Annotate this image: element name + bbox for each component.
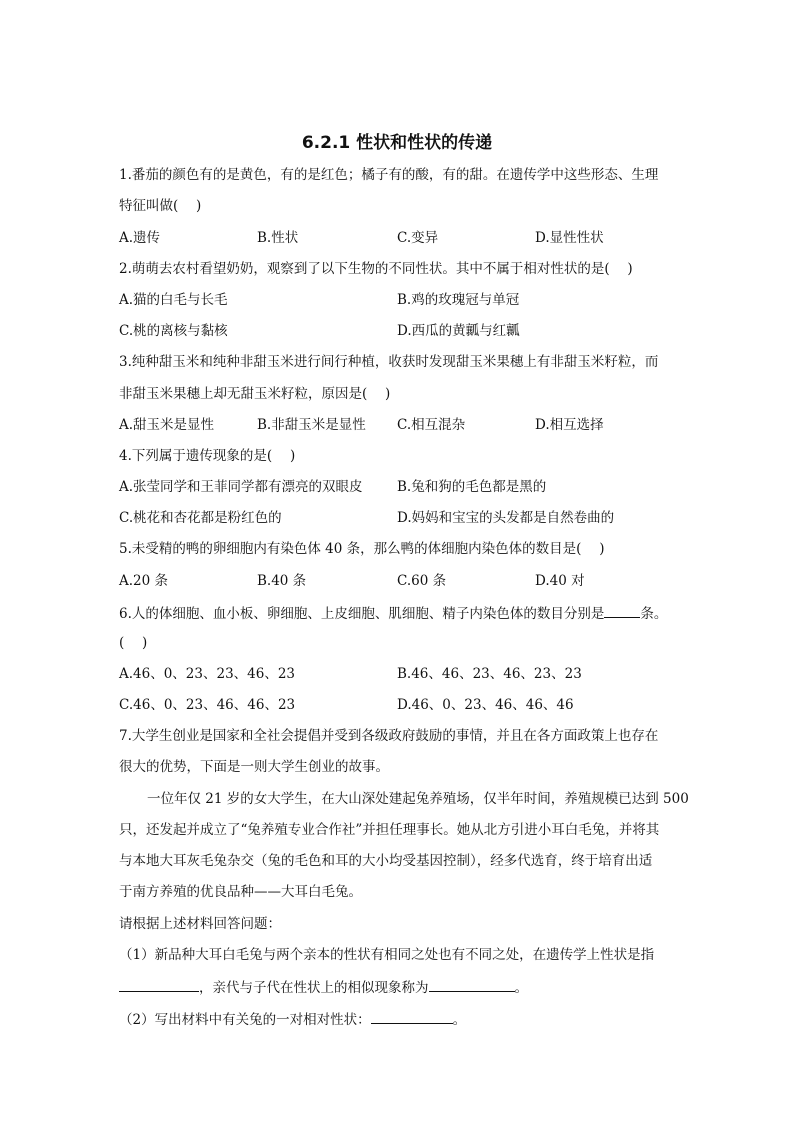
sub-question-1-text-end: 。 (514, 980, 528, 996)
question-6-line-2: ( ) (119, 635, 148, 651)
q4-option-a: A.张莹同学和王菲同学都有漂亮的双眼皮 (119, 479, 363, 495)
page-title: 6.2.1 性状和性状的传递 (301, 133, 493, 153)
question-1-line-1: 1.番茄的颜色有的是黄色，有的是红色；橘子有的酸，有的甜。在遗传学中这些形态、生理 (119, 167, 659, 183)
sub-question-1-line-1: （1）新品种大耳白毛兔与两个亲本的性状有相同之处也有不同之处，在遗传学上性状是指 (119, 947, 655, 963)
question-6-line-1 (119, 603, 667, 623)
q6-option-c: C.46、0、23、46、46、23 (119, 697, 296, 713)
q6-option-d: D.46、0、23、46、46、46 (397, 697, 574, 713)
answer-blank[interactable] (371, 1009, 453, 1024)
q4-option-b: B.兔和狗的毛色都是黑的 (397, 479, 547, 495)
answer-blank[interactable] (604, 603, 640, 618)
question-1-line-2: 特征叫做( ) (119, 198, 202, 214)
q6-option-b: B.46、46、23、46、23、23 (397, 666, 582, 682)
question-7-line-2: 很大的优势，下面是一则大学生创业的故事。 (119, 759, 389, 775)
q4-option-d: D.妈妈和宝宝的头发都是自然卷曲的 (397, 510, 615, 526)
question-3-line-2: 非甜玉米果穗上却无甜玉米籽粒，原因是( ) (119, 386, 391, 402)
passage-line-2: 只，还发起并成立了“兔养殖专业合作社”并担任理事长。她从北方引进小耳白毛兔，并将其 (119, 822, 660, 838)
q3-option-c: C.相互混杂 (397, 417, 466, 433)
question-2-line-1: 2.萌萌去农村看望奶奶，观察到了以下生物的不同性状。其中不属于相对性状的是( ) (119, 261, 633, 277)
question-5-line-1: 5.未受精的鸭的卵细胞内有染色体 40 条，那么鸭的体细胞内染色体的数目是( ) (119, 541, 605, 557)
q3-option-b: B.非甜玉米是显性 (257, 417, 366, 433)
q1-option-d: D.显性性状 (535, 230, 604, 246)
q5-option-c: C.60 条 (397, 573, 447, 589)
question-7-line-1: 7.大学生创业是国家和全社会提倡并受到各级政府鼓励的事情，并且在各方面政策上也存在 (119, 728, 659, 744)
answer-blank[interactable] (429, 977, 515, 992)
q2-option-b: B.鸡的玫瑰冠与单冠 (397, 292, 520, 308)
q4-option-c: C.桃花和杏花都是粉红色的 (119, 510, 282, 526)
sub-question-2 (119, 1009, 466, 1029)
answer-blank[interactable] (119, 977, 199, 992)
sub-question-1-text: ，亲代与子代在性状上的相似现象称为 (199, 980, 429, 996)
q2-option-d: D.西瓜的黄瓤与红瓤 (397, 323, 520, 339)
q3-option-a: A.甜玉米是显性 (119, 417, 215, 433)
q1-option-a: A.遗传 (119, 230, 161, 246)
question-4-line-1: 4.下列属于遗传现象的是( ) (119, 448, 296, 464)
q5-option-a: A.20 条 (119, 573, 169, 589)
q5-option-b: B.40 条 (257, 573, 307, 589)
question-6-text: 6.人的体细胞、血小板、卵细胞、上皮细胞、肌细胞、精子内染色体的数目分别是 (119, 606, 605, 622)
q6-option-a: A.46、0、23、23、46、23 (119, 666, 296, 682)
passage-line-4: 于南方养殖的优良品种——大耳白毛兔。 (119, 884, 362, 900)
q2-option-a: A.猫的白毛与长毛 (119, 292, 228, 308)
sub-question-2-text: （2）写出材料中有关兔的一对相对性状： (119, 1012, 371, 1028)
question-7-prompt: 请根据上述材料回答问题： (119, 916, 281, 932)
question-6-text-end: 条。 (640, 606, 668, 622)
q1-option-b: B.性状 (257, 230, 299, 246)
q3-option-d: D.相互选择 (535, 417, 604, 433)
passage-line-1: 一位年仅 21 岁的女大学生，在大山深处建起兔养殖场，仅半年时间，养殖规模已达到 500 (147, 791, 689, 807)
question-3-line-1: 3.纯种甜玉米和纯种非甜玉米进行间行种植，收获时发现甜玉米果穗上有非甜玉米籽粒，而 (119, 354, 659, 370)
sub-question-2-text-end: 。 (452, 1012, 467, 1028)
q5-option-d: D.40 对 (535, 573, 585, 589)
q2-option-c: C.桃的离核与黏核 (119, 323, 228, 339)
sub-question-1-line-2 (119, 977, 528, 997)
q1-option-c: C.变异 (397, 230, 439, 246)
passage-line-3: 与本地大耳灰毛兔杂交（兔的毛色和耳的大小均受基因控制），经多代选育，终于培育出适 (119, 853, 653, 869)
